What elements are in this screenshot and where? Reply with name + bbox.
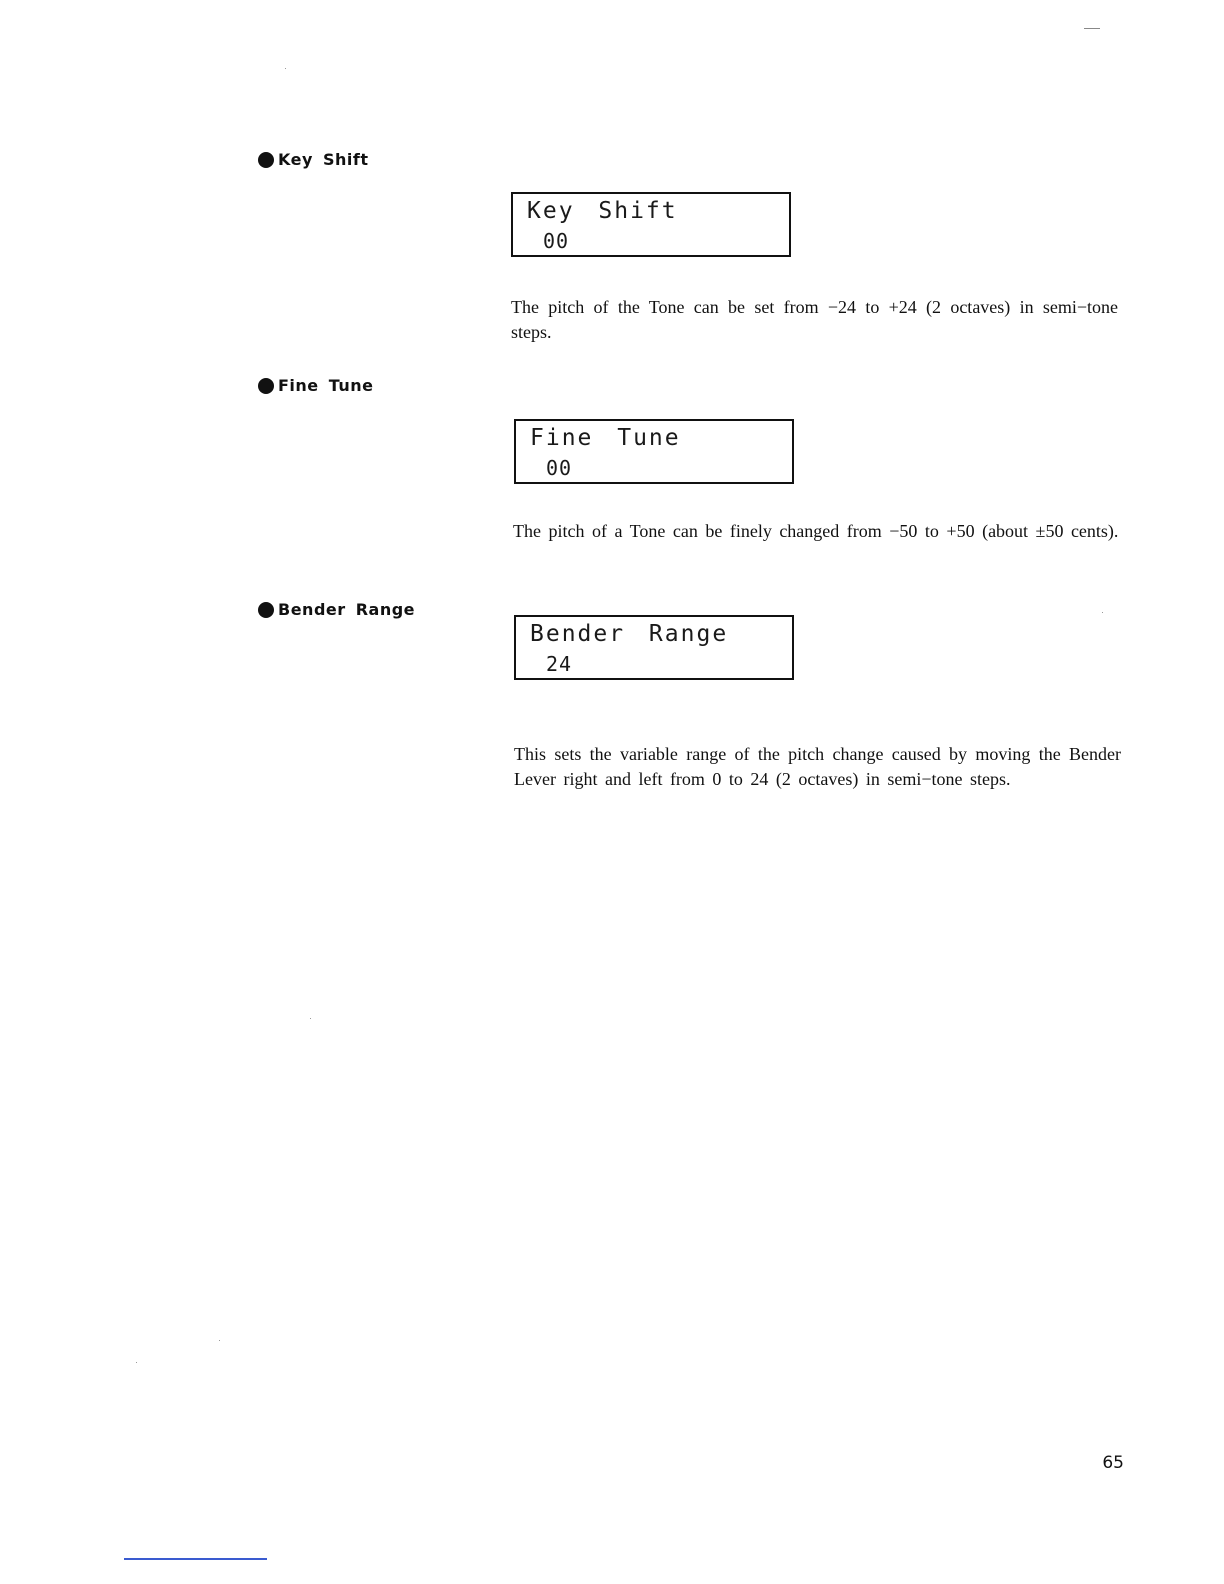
scan-speck xyxy=(136,1362,137,1363)
section-heading-label: Fine Tune xyxy=(278,376,374,395)
description-fine-tune: The pitch of a Tone can be finely changed from −50 to +50 (about ±50 cents). xyxy=(513,521,1119,541)
scan-edge-line xyxy=(124,1558,267,1560)
bullet-icon xyxy=(258,602,274,618)
lcd-line-2: 00 xyxy=(546,456,573,480)
section-heading-fine-tune xyxy=(258,376,374,395)
lcd-display-bender-range xyxy=(514,615,794,680)
section-heading-key-shift xyxy=(258,150,368,169)
scan-speck xyxy=(1102,612,1103,613)
section-heading-label: Bender Range xyxy=(278,600,416,619)
lcd-line-1: Fine Tune xyxy=(530,425,681,451)
description-bender-range: This sets the variable range of the pitch change caused by moving the Bender Lever right and left from 0 to 24 (2 octaves) in semi−tone steps. xyxy=(514,744,1121,789)
lcd-display-fine-tune xyxy=(514,419,794,484)
scan-speck xyxy=(285,68,286,69)
scan-speck xyxy=(219,1340,220,1341)
scan-mark xyxy=(1084,28,1100,29)
lcd-line-1: Key Shift xyxy=(527,198,678,224)
lcd-line-1: Bender Range xyxy=(530,621,729,647)
lcd-display-key-shift xyxy=(511,192,791,257)
page-number: 65 xyxy=(1102,1453,1124,1473)
lcd-line-2: 24 xyxy=(546,652,573,676)
bullet-icon xyxy=(258,152,274,168)
lcd-line-2: 00 xyxy=(543,229,570,253)
scan-speck xyxy=(310,1018,311,1019)
bullet-icon xyxy=(258,378,274,394)
description-key-shift: The pitch of the Tone can be set from −24 to +24 (2 octaves) in semi−tone steps. xyxy=(511,297,1118,342)
section-heading-label: Key Shift xyxy=(278,150,369,169)
section-heading-bender-range xyxy=(258,600,415,619)
